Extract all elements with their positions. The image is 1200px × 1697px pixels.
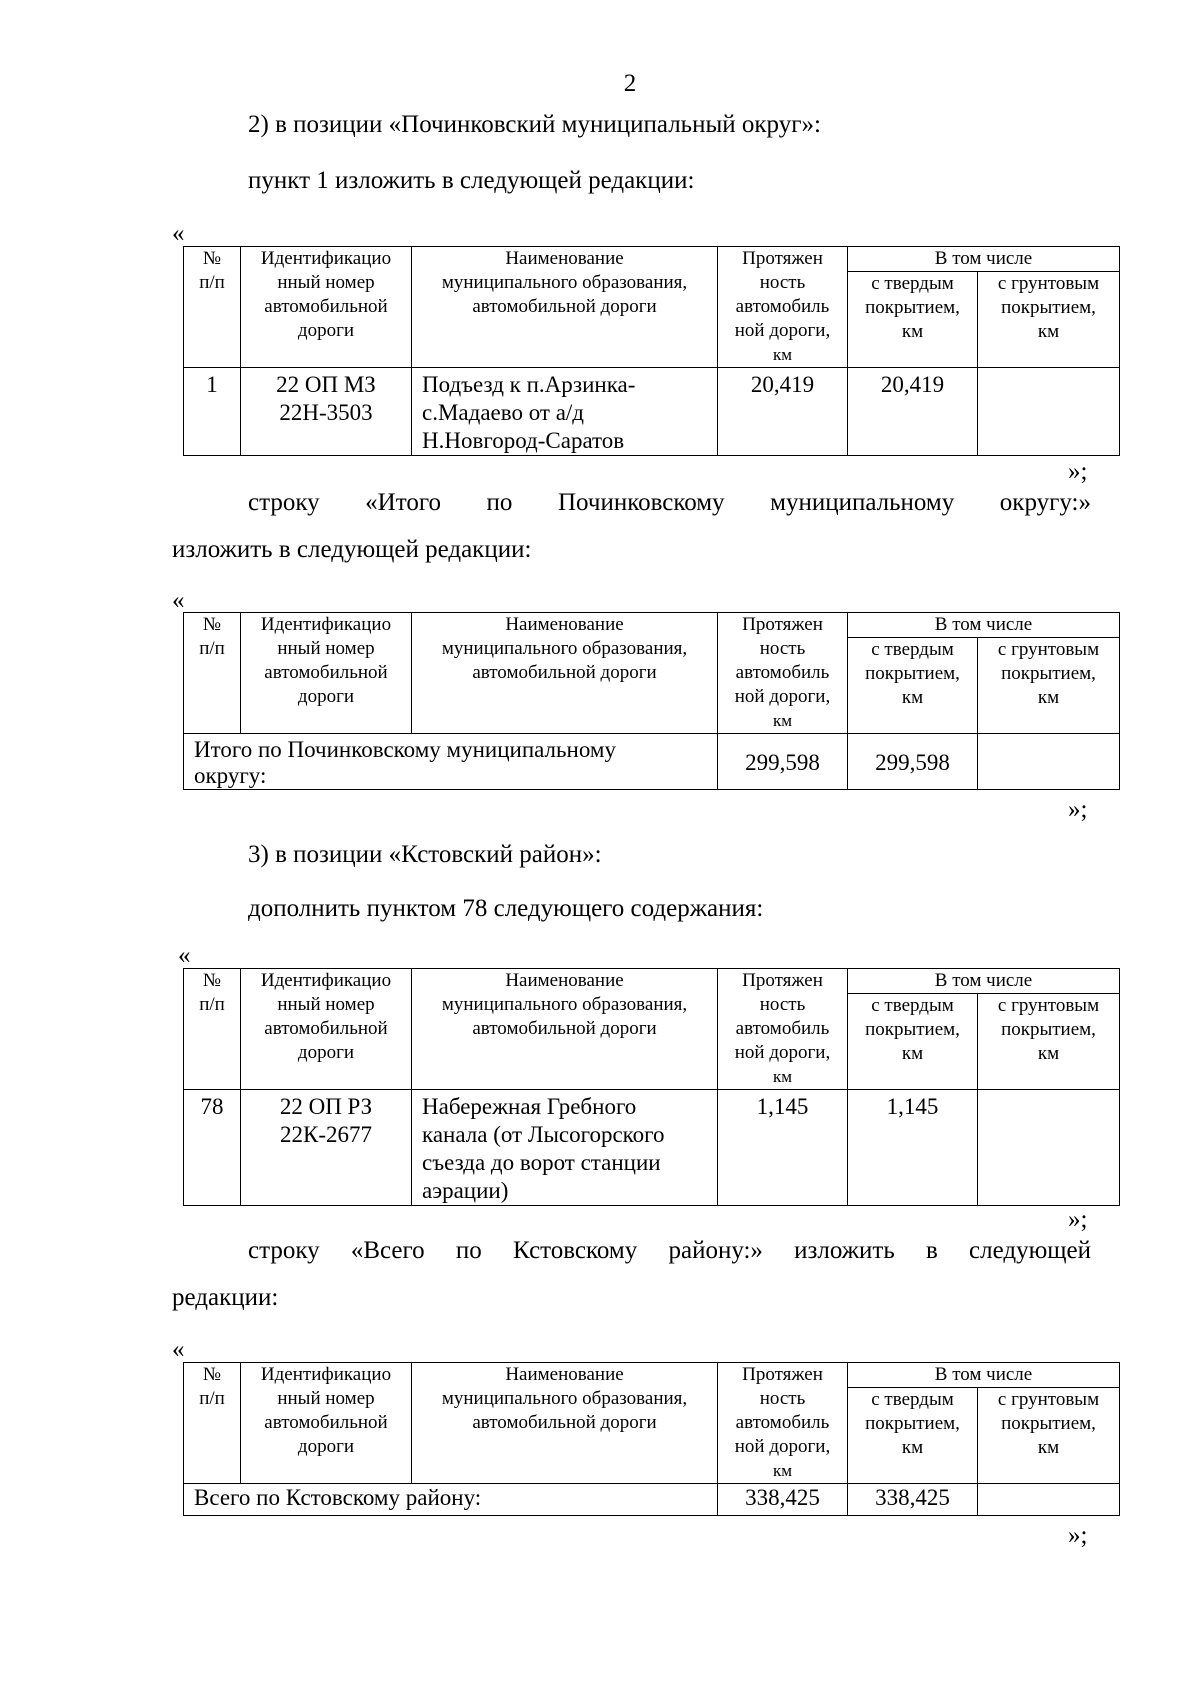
header-length: Протяжен ность автомобиль ной дороги, км [718,247,848,368]
header-name: Наименование муниципального образования, автомобильной дороги [412,247,718,368]
section3-title: 3) в позиции «Кстовский район»: [248,841,602,868]
header-num: № п/п [184,247,241,368]
open-quote: « [172,587,185,614]
page-number: 2 [623,70,637,97]
row-unpaved [978,368,1120,456]
header-num: № п/п [184,613,241,734]
row-road-id: 22 ОП РЗ 22К-2677 [241,1090,412,1206]
section2-total-intro-cont: изложить в следующей редакции: [172,536,532,563]
close-quote: »; [1068,458,1088,485]
section3-total-intro: строку «Всего по Кстовскому району:» изложить в следующей [248,1237,1091,1264]
road-table-1 [183,246,1120,456]
row-road-name: Набережная Гребного канала (от Лысогорского съезда до ворот станции аэрации) [412,1090,718,1206]
close-quote: »; [1068,796,1088,823]
row-paved: 20,419 [848,368,978,456]
header-including: В том числе [848,613,1120,638]
header-id: Идентификацио нный номер автомобильной дороги [241,969,412,1090]
row-road-name: Подъезд к п.Арзинка- с.Мадаево от а/д Н.Новгород-Саратов [412,368,718,456]
section2-total-intro: строку «Итого по Починковскому муниципальному округу:» [248,489,1091,516]
row-road-id: 22 ОП МЗ 22Н-3503 [241,368,412,456]
section2-title: 2) в позиции «Починковский муниципальный округ»: [248,111,821,138]
open-quote: « [172,1336,185,1363]
header-including: В том числе [848,1363,1120,1388]
header-length: Протяжен ность автомобиль ной дороги, км [718,613,848,734]
total-paved: 338,425 [848,1484,978,1516]
row-num: 1 [184,368,241,456]
header-unpaved: с грунтовым покрытием, км [978,638,1120,734]
header-unpaved: с грунтовым покрытием, км [978,272,1120,368]
row-unpaved [978,1090,1120,1206]
total-length: 299,598 [718,734,848,790]
header-length: Протяжен ность автомобиль ной дороги, км [718,1363,848,1484]
header-unpaved: с грунтовым покрытием, км [978,994,1120,1090]
open-quote: « [172,220,185,247]
total-label: Итого по Починковскому муниципальному округу: [184,734,718,790]
header-including: В том числе [848,247,1120,272]
total-paved: 299,598 [848,734,978,790]
header-length: Протяжен ность автомобиль ной дороги, км [718,969,848,1090]
header-name: Наименование муниципального образования, автомобильной дороги [412,1363,718,1484]
total-unpaved [978,734,1120,790]
road-table-4 [183,1362,1120,1516]
header-paved: с твердым покрытием, км [848,272,978,368]
row-length: 1,145 [718,1090,848,1206]
section3-total-intro-cont: редакции: [172,1284,279,1311]
header-id: Идентификацио нный номер автомобильной дороги [241,613,412,734]
section2-intro: пункт 1 изложить в следующей редакции: [248,167,695,194]
row-length: 20,419 [718,368,848,456]
header-num: № п/п [184,1363,241,1484]
row-paved: 1,145 [848,1090,978,1206]
header-name: Наименование муниципального образования, автомобильной дороги [412,613,718,734]
header-paved: с твердым покрытием, км [848,1388,978,1484]
header-num: № п/п [184,969,241,1090]
header-paved: с твердым покрытием, км [848,638,978,734]
header-name: Наименование муниципального образования, автомобильной дороги [412,969,718,1090]
close-quote: »; [1068,1206,1088,1233]
total-length: 338,425 [718,1484,848,1516]
header-id: Идентификацио нный номер автомобильной дороги [241,1363,412,1484]
row-num: 78 [184,1090,241,1206]
total-unpaved [978,1484,1120,1516]
total-label: Всего по Кстовскому району: [184,1484,718,1516]
road-table-2 [183,612,1120,790]
close-quote: »; [1068,1522,1088,1549]
header-id: Идентификацио нный номер автомобильной дороги [241,247,412,368]
header-paved: с твердым покрытием, км [848,994,978,1090]
open-quote: « [178,942,191,969]
header-unpaved: с грунтовым покрытием, км [978,1388,1120,1484]
section3-intro: дополнить пунктом 78 следующего содержания: [248,895,764,922]
header-including: В том числе [848,969,1120,994]
road-table-3 [183,968,1120,1206]
